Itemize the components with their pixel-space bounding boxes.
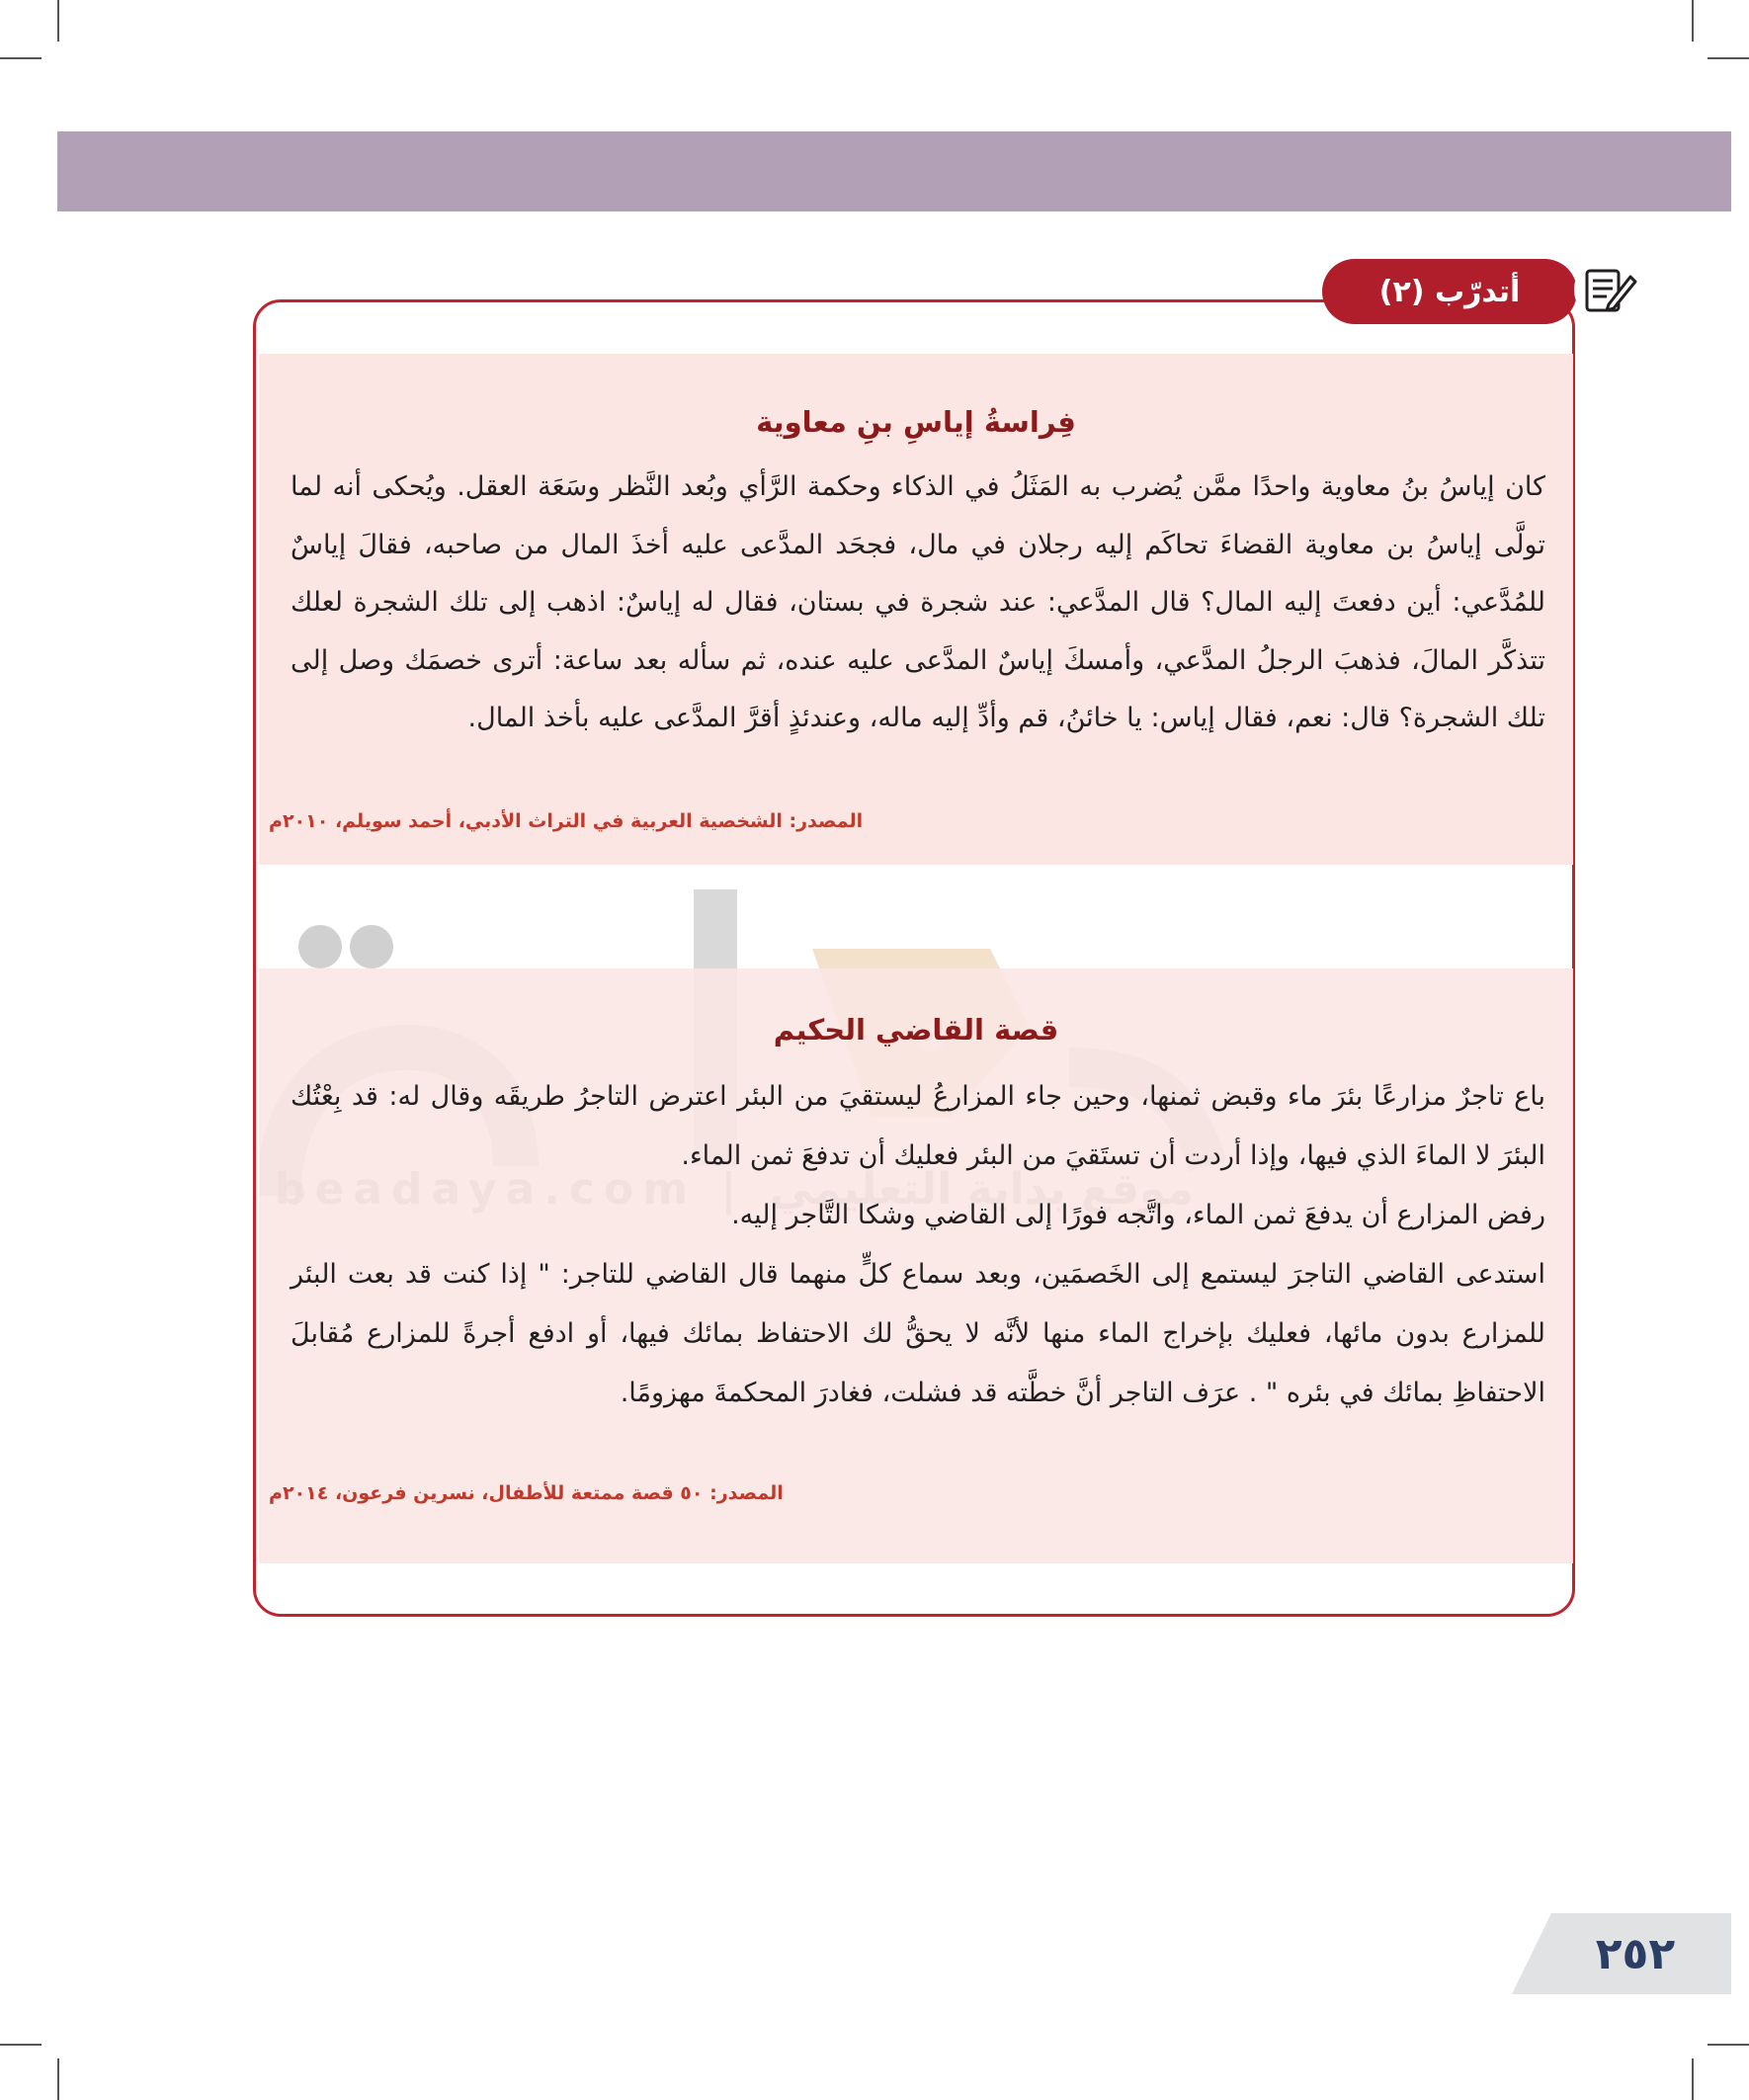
story-panel [259, 968, 1573, 1563]
crop-mark [0, 57, 42, 59]
crop-mark [0, 2044, 42, 2046]
header-band [57, 131, 1731, 211]
story-body [291, 459, 1545, 748]
notebook-pen-icon [1573, 255, 1642, 324]
story-paragraph: باع تاجرٌ مزارعًا بئرَ ماء وقبض ثمنها، وحين جاء المزارعُ ليستقيَ من البئر اعترض التاجرُ طريقَه وقال له: قد بِعْتُك البئرَ لا الماءَ الذي فيها، وإذا أردت أن تستَقيَ من البئر فعليك أن تدفعَ ثمن الماء. [291, 1081, 1545, 1171]
story-title: فِراسةُ إياسِ بنِ معاوية [756, 405, 1076, 439]
story-source-text: المصدر: ٥٠ قصة ممتعة للأطفال، نسرين فرعون، ٢٠١٤م [269, 1482, 784, 1504]
crop-mark [57, 2058, 59, 2100]
crop-mark [57, 0, 59, 42]
crop-mark [1707, 57, 1749, 59]
story-source-text: المصدر: الشخصية العربية في التراث الأدبي، أحمد سويلم، ٢٠١٠م [269, 810, 864, 832]
crop-mark [1692, 0, 1694, 42]
crop-mark [1707, 2044, 1749, 2046]
story-body [291, 1067, 1545, 1423]
story-panel [259, 354, 1573, 865]
exercise-label [1322, 259, 1577, 324]
story-title: قصة القاضي الحكيم [773, 1013, 1059, 1047]
crop-mark [1692, 2058, 1694, 2100]
story-paragraph: استدعى القاضي التاجرَ ليستمع إلى الخَصمَين، وبعد سماع كلٍّ منهما قال القاضي للتاجر: " إذا كنت قد بعت البئر للمزارع بدون مائها، فعليك بإخراج الماء منها لأنَّه لا يحقُّ لك الاحتفاظ بمائك فيها، أو ادفع أجرةً للمزارع مُقابلَ الاحتفاظِ بمائك في بئره " . عرَف التاجر أنَّ خطَّته قد فشلت، فغادرَ المحكمةَ مهزومًا. [291, 1259, 1545, 1408]
story-paragraph: رفض المزارع أن يدفعَ ثمن الماء، واتَّجه فورًا إلى القاضي وشكا التَّاجر إليه. [731, 1200, 1545, 1230]
exercise-label-text: أتدرّب (٢) [1378, 274, 1521, 309]
story-paragraph: كان إياسُ بنُ معاوية واحدًا ممَّن يُضرب به المَثَلُ في الذكاء وحكمة الرَّأي وبُعد النَّظر وسَعَة العقل. ويُحكى أنه لما تولَّى إياسُ بن معاوية القضاءَ تحاكَم إليه رجلان في مال، فجحَد المدَّعى عليه أخذَ المال من صاحبه، فقالَ إياسٌ للمُدَّعي: أين دفعتَ إليه المال؟ قال المدَّعي: عند شجرة في بستان، فقال له إياسٌ: اذهب إلى تلك الشجرة لعلك تتذكَّر المالَ، فذهبَ الرجلُ المدَّعي، وأمسكَ إياسٌ المدَّعى عليه عنده، ثم سأله بعد ساعة: أترى خصمَك وصل إلى تلك الشجرة؟ قال: نعم، فقال إياس: يا خائنُ، قم وأدِّ إليه ماله، وعندئذٍ أقرَّ المدَّعى عليه بأخذ المال. [291, 471, 1545, 733]
page-number: ٢٥٢ [1595, 1928, 1676, 1979]
